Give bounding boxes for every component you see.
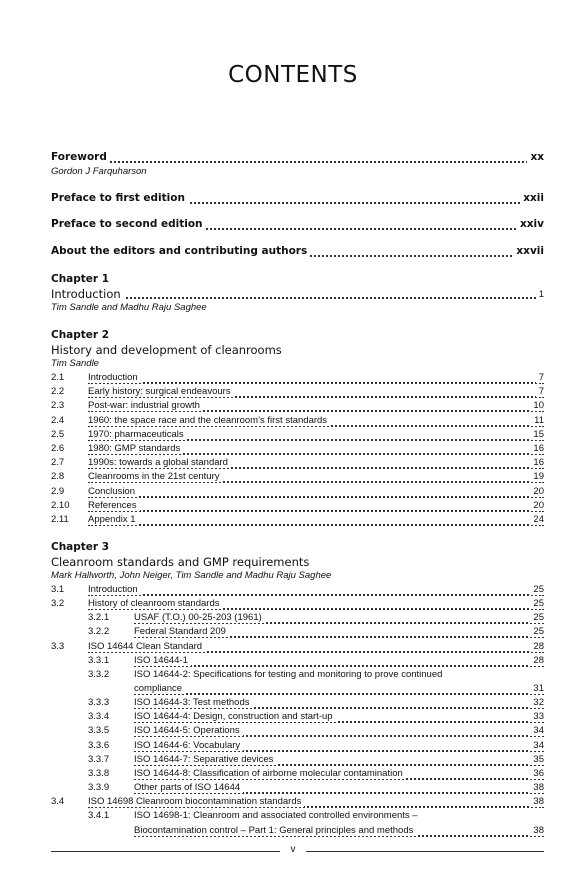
entry-page: 7 [536, 386, 544, 397]
section-number: 2.7 [51, 457, 65, 468]
entry-page: 25 [530, 612, 544, 623]
entry-page: 38 [530, 825, 544, 836]
chapter-label: Chapter 3 [51, 541, 110, 553]
entry-title: ISO 14644-1 [134, 655, 191, 666]
section-item [0, 457, 586, 471]
entry-title: ISO 14644-7: Separative devices [134, 754, 276, 765]
section-item [0, 768, 586, 782]
front-matter-item [0, 245, 586, 259]
entry-page: 34 [530, 740, 544, 751]
entry-title: Early history: surgical endeavours [88, 386, 234, 397]
dot-leader [51, 297, 544, 299]
entry-title: Introduction [51, 287, 124, 301]
section-item [0, 500, 586, 514]
section-item [0, 796, 586, 810]
entry-page: xxiv [517, 218, 544, 230]
chapter-authors: Mark Hallworth, John Neiger, Tim Sandle and Madhu Raju Saghee [51, 570, 332, 581]
entry-title: ISO 14644-5: Operations [134, 725, 243, 736]
entry-title: 1990s: towards a global standard [88, 457, 231, 468]
front-matter-item [0, 151, 586, 165]
section-item [0, 725, 586, 739]
section-item [0, 471, 586, 485]
entry-title: Conclusion [88, 486, 138, 497]
entry-title: Other parts of ISO 14644 [134, 782, 243, 793]
entry-page: 38 [530, 782, 544, 793]
section-item [0, 612, 586, 626]
section-item-continued [0, 825, 586, 839]
entry-title: ISO 14644-3: Test methods [134, 697, 252, 708]
entry-page: 25 [530, 598, 544, 609]
section-item [0, 740, 586, 754]
section-item [0, 514, 586, 528]
entry-page: 20 [530, 486, 544, 497]
section-item-continued [0, 683, 586, 697]
section-number: 2.8 [51, 471, 65, 482]
entry-title: 1960: the space race and the cleanroom’s first standards [88, 415, 330, 426]
section-number: 2.9 [51, 486, 65, 497]
entry-title: ISO 14698-1: Cleanroom and associated controlled environments – [134, 810, 421, 821]
entry-title: ISO 14644-6: Vocabulary [134, 740, 243, 751]
entry-page: xx [527, 151, 544, 163]
dot-leader [134, 665, 544, 667]
entry-title: Federal Standard 209 [134, 626, 229, 637]
section-item [0, 626, 586, 640]
page-number: v [290, 844, 296, 855]
section-number: 2.3 [51, 400, 65, 411]
entry-page: xxvii [513, 245, 544, 257]
section-item [0, 372, 586, 386]
section-item [0, 655, 586, 669]
entry-page: xxii [520, 192, 544, 204]
entry-title: References [88, 500, 140, 511]
dot-leader [51, 161, 544, 163]
entry-page: 35 [530, 754, 544, 765]
section-item [0, 810, 586, 824]
section-number: 3.1 [51, 584, 65, 595]
entry-title: ISO 14644-8: Classification of airborne molecular contamination [134, 768, 406, 779]
entry-page: 25 [530, 584, 544, 595]
section-number: 3.3.9 [88, 782, 110, 793]
entry-title: Appendix 1 [88, 514, 139, 525]
section-number: 3.2.1 [88, 612, 110, 623]
entry-title: About the editors and contributing authors [51, 245, 310, 257]
section-number: 3.3.7 [88, 754, 110, 765]
section-item [0, 697, 586, 711]
entry-page: 16 [530, 457, 544, 468]
section-number: 3.2 [51, 598, 65, 609]
section-item [0, 669, 586, 683]
entry-title: Biocontamination control – Part 1: General principles and methods [134, 825, 416, 836]
section-number: 3.3.8 [88, 768, 110, 779]
section-number: 3.3.6 [88, 740, 110, 751]
entry-page: 11 [531, 415, 544, 426]
section-item [0, 754, 586, 768]
section-number: 2.4 [51, 415, 65, 426]
front-matter-item [0, 218, 586, 232]
entry-page: 16 [530, 443, 544, 454]
entry-page: 1 [536, 289, 544, 300]
section-number: 3.3 [51, 641, 65, 652]
entry-title: 1980: GMP standards [88, 443, 183, 454]
entry-title: Introduction [88, 584, 141, 595]
front-matter-author: Gordon J Farquharson [51, 166, 147, 177]
section-number: 3.3.4 [88, 711, 110, 722]
dot-leader [88, 382, 544, 384]
entry-page: 28 [530, 655, 544, 666]
section-item [0, 711, 586, 725]
dot-leader [134, 693, 544, 695]
chapter-title: History and development of cleanrooms [51, 343, 282, 357]
entry-page: 36 [530, 768, 544, 779]
entry-title: Foreword [51, 151, 110, 163]
section-item [0, 584, 586, 598]
dot-leader [88, 524, 544, 526]
section-number: 3.3.2 [88, 669, 110, 680]
section-number: 3.4 [51, 796, 65, 807]
chapter-label: Chapter 2 [51, 329, 110, 341]
section-number: 2.1 [51, 372, 65, 383]
entry-page: 15 [530, 429, 544, 440]
page-title: CONTENTS [228, 62, 358, 88]
entry-title: ISO 14698 Cleanroom biocontamination standards [88, 796, 304, 807]
dot-leader [88, 496, 544, 498]
entry-page: 28 [530, 641, 544, 652]
entry-page: 20 [530, 500, 544, 511]
section-item [0, 386, 586, 400]
section-item [0, 443, 586, 457]
chapter-title-row [0, 287, 586, 301]
entry-title: Preface to second edition [51, 218, 206, 230]
section-number: 2.11 [51, 514, 69, 525]
entry-title: compliance [134, 683, 185, 694]
entry-title: History of cleanroom standards [88, 598, 222, 609]
entry-title: ISO 14644 Clean Standard [88, 641, 205, 652]
section-number: 2.6 [51, 443, 65, 454]
entry-page: 25 [530, 626, 544, 637]
entry-title: Post-war: industrial growth [88, 400, 203, 411]
entry-page: 31 [530, 683, 544, 694]
section-item [0, 429, 586, 443]
entry-title: USAF (T.O.) 00-25-203 (1961) [134, 612, 265, 623]
entry-page: 38 [530, 796, 544, 807]
entry-title: Preface to first edition [51, 192, 188, 204]
section-number: 3.4.1 [88, 810, 110, 821]
entry-title: ISO 14644-4: Design, construction and start-up [134, 711, 336, 722]
section-item [0, 415, 586, 429]
chapter-label: Chapter 1 [51, 273, 110, 285]
section-number: 2.5 [51, 429, 65, 440]
section-number: 2.10 [51, 500, 70, 511]
entry-page: 10 [530, 400, 544, 411]
entry-page: 7 [536, 372, 544, 383]
chapter-authors: Tim Sandle [51, 358, 99, 369]
dot-leader [88, 510, 544, 512]
section-number: 3.3.1 [88, 655, 110, 666]
section-item [0, 641, 586, 655]
chapter-authors: Tim Sandle and Madhu Raju Saghee [51, 302, 207, 313]
entry-title: Cleanrooms in the 21st century [88, 471, 222, 482]
dot-leader [88, 594, 544, 596]
section-item [0, 598, 586, 612]
entry-page: 33 [530, 711, 544, 722]
entry-page: 32 [530, 697, 544, 708]
section-item [0, 400, 586, 414]
entry-page: 19 [530, 471, 544, 482]
entry-title: ISO 14644-2: Specifications for testing and monitoring to prove continued [134, 669, 445, 680]
entry-page: 24 [530, 514, 544, 525]
section-number: 2.2 [51, 386, 65, 397]
section-item [0, 782, 586, 796]
section-number: 3.3.5 [88, 725, 110, 736]
entry-title: 1970: pharmaceuticals [88, 429, 187, 440]
front-matter-item [0, 192, 586, 206]
section-number: 3.2.2 [88, 626, 110, 637]
entry-title: Introduction [88, 372, 141, 383]
entry-page: 34 [530, 725, 544, 736]
section-number: 3.3.3 [88, 697, 110, 708]
chapter-title: Cleanroom standards and GMP requirements [51, 555, 310, 569]
section-item [0, 486, 586, 500]
